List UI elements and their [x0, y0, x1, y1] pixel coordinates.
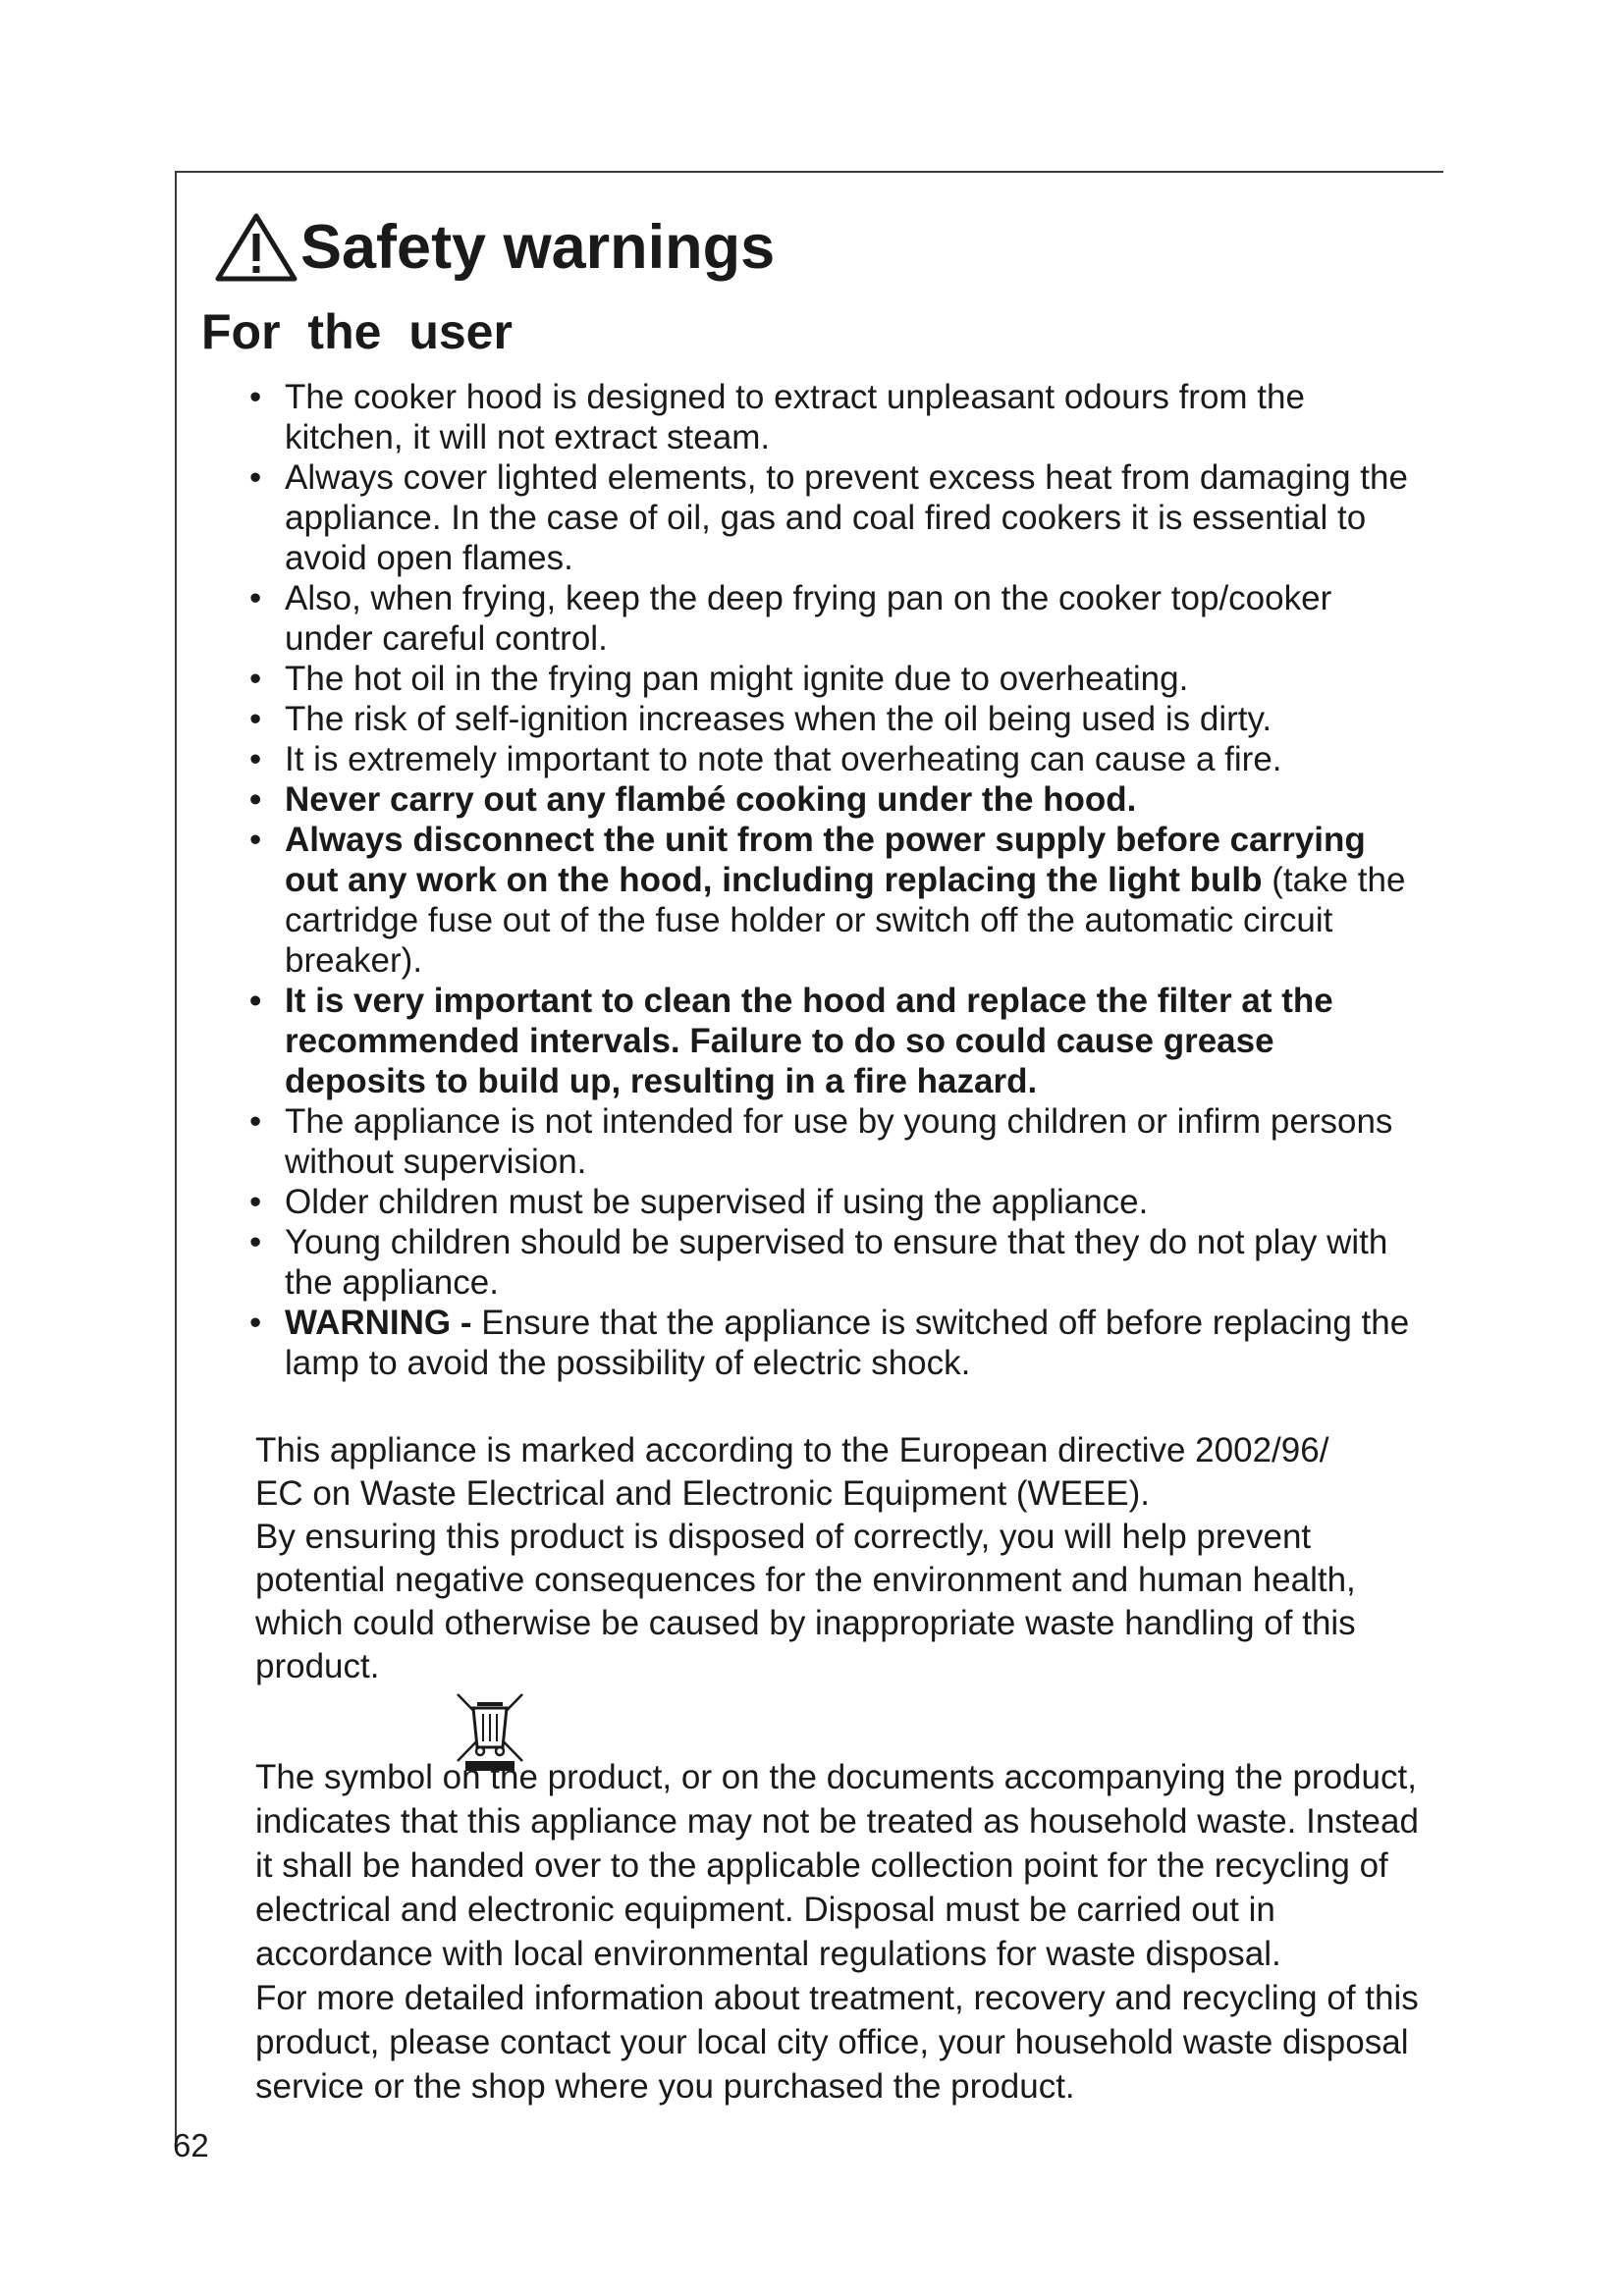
bullet-item: • The cooker hood is designed to extract unpleasant odours from the kitchen, it will not extract steam. — [245, 377, 1424, 457]
weee-symbol-post: the product, or on the documents accompanying the product, indicates that this appliance may not be treated as household waste. Instead it shall be handed over to the applicable collection point for the recycling of electrical and electronic equipment. Disposal must be carried out in accordance with local environmental regulations for waste disposal. — [255, 1758, 1419, 1973]
safety-bullet-list — [245, 377, 1424, 1383]
warning-label: WARNING - — [285, 1304, 482, 1342]
bullet-item: • Young children should be supervised to ensure that they do not play with the appliance. — [245, 1222, 1424, 1303]
bullet-item: • Also, when frying, keep the deep frying pan on the cooker top/cooker under careful control. — [245, 578, 1424, 659]
frame-left-rule — [175, 171, 177, 2148]
bullet-bold-part: Always disconnect the unit from the power supply before carrying out any work on the hood, including replacing the light bulb — [285, 821, 1366, 899]
bullet-item — [245, 1303, 1424, 1383]
bullet-item-bold: • It is very important to clean the hood and replace the filter at the recommended intervals. Failure to do so could cause grease deposits to build up, resulting in a fire hazard. — [245, 981, 1424, 1101]
bullet-item: • The appliance is not intended for use by young children or infirm persons without supervision. — [245, 1101, 1424, 1182]
bullet-regular-part: (take the cartridge fuse out of the fuse holder or switch off the automatic circuit breaker). — [285, 861, 1406, 980]
weee-symbol-on: on — [442, 1758, 481, 1796]
page-title — [214, 208, 775, 287]
page-number: 62 — [173, 2127, 209, 2163]
bullet-item-bold: • Never carry out any flambé cooking under the hood. — [245, 779, 1424, 820]
weee-line: By ensuring this product is disposed of correctly, you will help prevent potential negative consequences for the environment and human health, which could otherwise be caused by inappropriate waste handling of this product. — [255, 1518, 1356, 1685]
bullet-item: • It is extremely important to note that overheating can cause a fire. — [245, 739, 1424, 779]
weee-intro-paragraph — [255, 1429, 1434, 1688]
weee-line: This appliance is marked according to the European directive 2002/96/ — [255, 1431, 1329, 1469]
frame-top-rule — [175, 171, 1443, 173]
weee-line: EC on Waste Electrical and Electronic Equipment (WEEE). — [255, 1474, 1150, 1513]
page-title-text: Safety warnings — [300, 213, 776, 282]
section-subtitle: For the user — [201, 304, 513, 359]
bullet-item: • The hot oil in the frying pan might ignite due to overheating. — [245, 659, 1424, 699]
bullet-item: • The risk of self-ignition increases when the oil being used is dirty. — [245, 699, 1424, 739]
weee-symbol-paragraph — [255, 1755, 1434, 2109]
bullet-item: • Always cover lighted elements, to prevent excess heat from damaging the appliance. In the case of oil, gas and coal fired cookers it is essential to avoid open flames. — [245, 457, 1424, 578]
bullet-item — [245, 820, 1424, 981]
bullet-regular-part: Ensure that the appliance is switched off before replacing the lamp to avoid the possibility of electric shock. — [285, 1304, 1410, 1382]
weee-symbol-pre: The symbol — [255, 1758, 443, 1796]
bullet-item: • Older children must be supervised if using the appliance. — [245, 1182, 1424, 1222]
warning-triangle-icon — [214, 212, 298, 283]
weee-more-info: For more detailed information about treatment, recovery and recycling of this product, please contact your local city office, your household waste disposal service or the shop where you purchased the product. — [255, 1979, 1419, 2106]
